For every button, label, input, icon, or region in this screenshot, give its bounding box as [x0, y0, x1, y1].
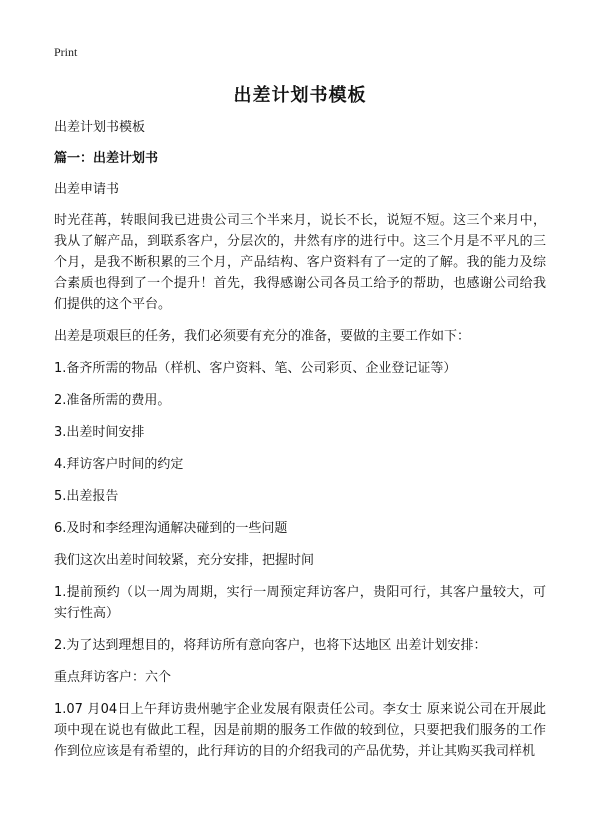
task-item: 3.出差时间安排	[54, 425, 145, 440]
page-title: 出差计划书模板	[233, 85, 367, 106]
task-item: 6.及时和李经理沟通解决碰到的一些问题	[54, 521, 288, 536]
intro-paragraph: 时光荏苒，转眼间我已进贵公司三个半来月，说长不长，说短不短。这三个来月中，我从了解产品，到联系客户，分层次的，井然有序的进行中。这三个月是不平凡的三个月，是我不断积累的三个月，产品结构、客户资料有了一定的了解。我的能力及综合素质也得到了一个提升！首先，我得感谢公司各员工给予的帮助，也感谢公司给我们提供的这个平台。	[54, 213, 546, 312]
key-clients-label: 重点拜访客户：六个	[54, 670, 172, 685]
schedule-note: 我们这次出差时间较紧，充分安排，把握时间	[54, 553, 315, 568]
task-item: 5.出差报告	[54, 489, 119, 504]
section-label: 出差申请书	[54, 182, 120, 197]
plan-item: 1.提前预约（以一周为周期，实行一周预定拜访客户，贵阳可行，其客户量较大，可实行性高）	[54, 585, 546, 621]
document-body	[54, 117, 554, 773]
task-item: 4.拜访客户时间的约定	[54, 457, 184, 472]
document-subtitle: 出差计划书模板	[54, 120, 146, 135]
plan-item: 2.为了达到理想目的，将拜访所有意向客户，也将下达地区 出差计划安排：	[54, 638, 487, 653]
task-item: 1.备齐所需的物品（样机、客户资料、笔、公司彩页、企业登记证等）	[54, 361, 457, 376]
print-link[interactable]: Print	[54, 45, 78, 59]
visit-item: 1.07 月04日上午拜访贵州驰宇企业发展有限责任公司。李女士 原来说公司在开展此项中现在说也有做此工程，因是前期的服务工作做的较到位，只要把我们服务的工作作到位应该是有希望的，此行拜访的目的介绍我司的产品优势，并让其购买我司样机	[54, 702, 546, 759]
task-intro: 出差是项艰巨的任务，我们必须要有充分的准备，要做的主要工作如下：	[54, 329, 471, 344]
section-heading: 篇一：出差计划书	[54, 151, 159, 166]
task-item: 2.准备所需的费用。	[54, 393, 171, 408]
